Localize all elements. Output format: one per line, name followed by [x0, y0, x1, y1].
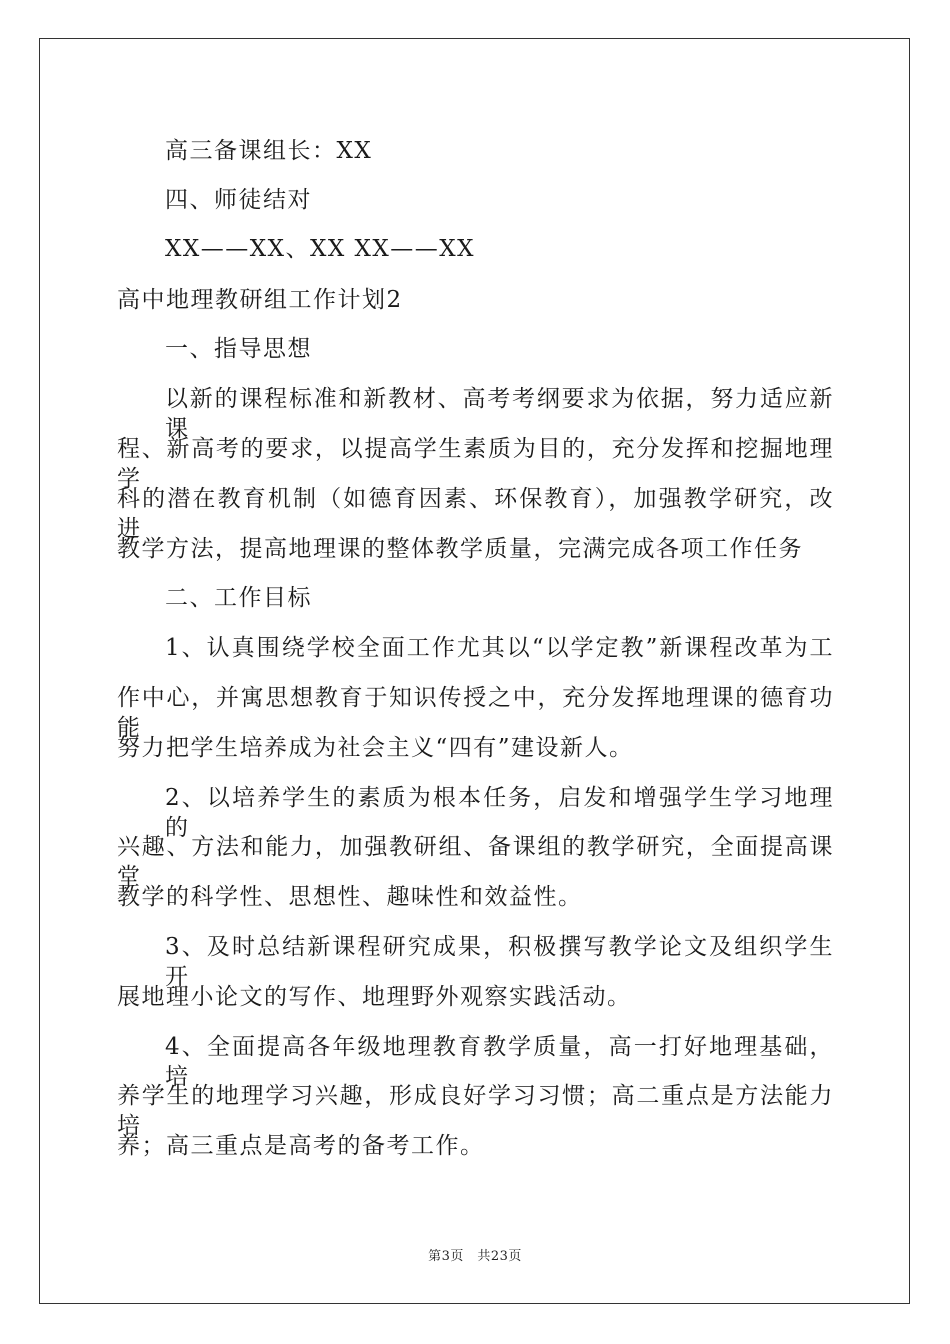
paragraph-line: 作中心，并寓思想教育于知识传授之中，充分发挥地理课的德育功能	[117, 685, 834, 741]
paragraph-line: 2、以培养学生的素质为根本任务，启发和增强学生学习地理的	[165, 785, 834, 841]
paragraph-line: 教学方法，提高地理课的整体教学质量，完满完成各项工作任务	[117, 536, 803, 562]
paragraph-line: 教学的科学性、思想性、趣味性和效益性。	[117, 884, 583, 910]
paragraph-line: 3、及时总结新课程研究成果，积极撰写教学论文及组织学生开	[165, 934, 834, 990]
text-line: XX——XX、XX XX——XX	[165, 236, 476, 262]
text-line: 高三备课组长：XX	[165, 138, 373, 164]
paragraph-line: 以新的课程标准和新教材、高考考纲要求为依据，努力适应新课	[165, 386, 834, 442]
section-heading: 二、工作目标	[165, 585, 312, 611]
document-title: 高中地理教研组工作计划2	[117, 287, 403, 313]
paragraph-line: 养；高三重点是高考的备考工作。	[117, 1133, 485, 1159]
section-heading: 四、师徒结对	[165, 187, 312, 213]
paragraph-line: 科的潜在教育机制（如德育因素、环保教育），加强教学研究，改进	[117, 486, 834, 542]
page-number-footer: 第3页 共23页	[428, 1249, 522, 1264]
paragraph-line: 1、认真围绕学校全面工作尤其以“以学定教”新课程改革为工	[165, 635, 834, 661]
paragraph-line: 程、新高考的要求，以提高学生素质为目的，充分发挥和挖掘地理学	[117, 436, 834, 492]
paragraph-line: 兴趣、方法和能力，加强教研组、备课组的教学研究，全面提高课堂	[117, 834, 834, 890]
paragraph-line: 4、全面提高各年级地理教育教学质量，高一打好地理基础，培	[165, 1034, 834, 1090]
paragraph-line: 养学生的地理学习兴趣，形成良好学习习惯；高二重点是方法能力培	[117, 1083, 834, 1139]
paragraph-line: 努力把学生培养成为社会主义“四有”建设新人。	[117, 735, 634, 761]
paragraph-line: 展地理小论文的写作、地理野外观察实践活动。	[117, 984, 632, 1010]
section-heading: 一、指导思想	[165, 336, 312, 362]
